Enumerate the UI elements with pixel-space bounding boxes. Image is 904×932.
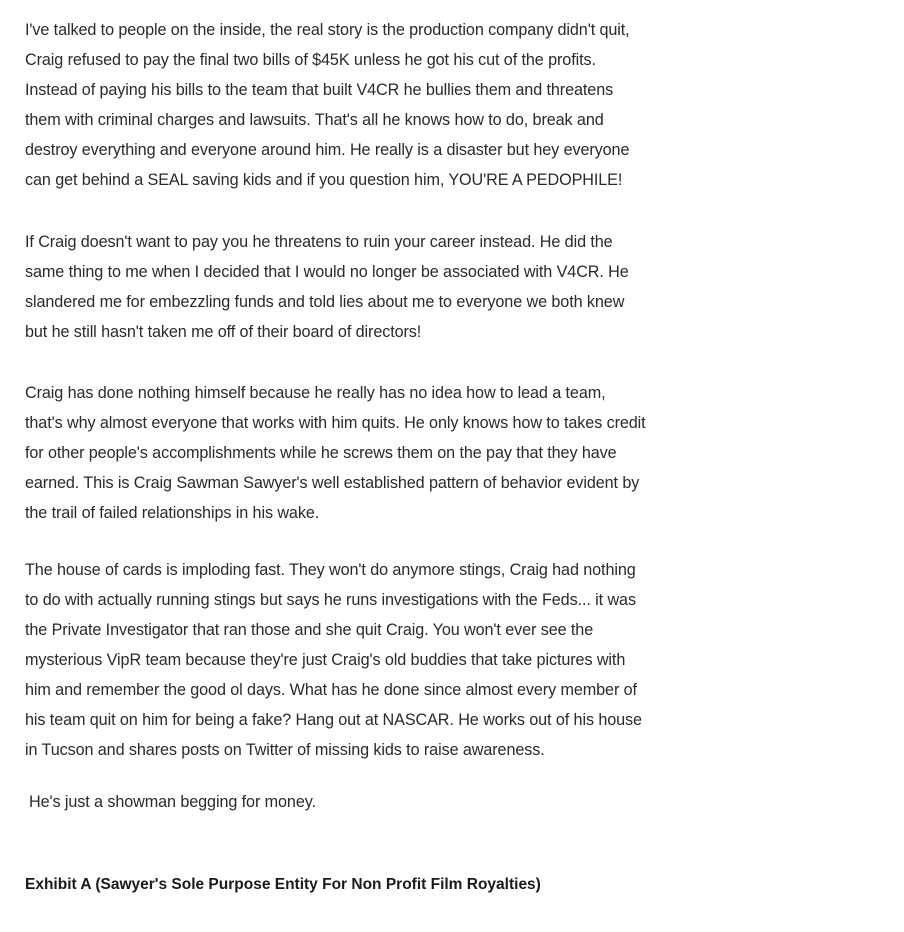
paragraph-line: Instead of paying his bills to the team that built V4CR he bullies them and threatens (25, 81, 614, 99)
paragraph-2 (25, 227, 629, 347)
paragraph-line: them with criminal charges and lawsuits. That's all he knows how to do, break and (25, 111, 604, 129)
paragraph-line: earned. This is Craig Sawman Sawyer's well established pattern of behavior evident by (25, 474, 640, 492)
paragraph-line: He's just a showman begging for money. (29, 793, 316, 811)
paragraph-line: slandered me for embezzling funds and told lies about me to everyone we both knew (25, 293, 625, 311)
paragraph-5 (29, 787, 316, 817)
paragraph-line: same thing to me when I decided that I would no longer be associated with V4CR. He (25, 263, 629, 281)
paragraph-line: that's why almost everyone that works with him quits. He only knows how to takes credit (25, 414, 646, 432)
paragraph-3 (25, 378, 646, 528)
paragraph-line: his team quit on him for being a fake? Hang out at NASCAR. He works out of his house (25, 711, 642, 729)
paragraph-4 (25, 555, 642, 765)
exhibit-heading: Exhibit A (Sawyer's Sole Purpose Entity For Non Profit Film Royalties) (25, 876, 541, 893)
paragraph-line: The house of cards is imploding fast. They won't do anymore stings, Craig had nothing (25, 561, 636, 579)
paragraph-line: destroy everything and everyone around him. He really is a disaster but hey everyone (25, 141, 630, 159)
paragraph-1 (25, 15, 630, 195)
paragraph-line: the Private Investigator that ran those and she quit Craig. You won't ever see the (25, 621, 594, 639)
paragraph-line: Craig refused to pay the final two bills of $45K unless he got his cut of the profits. (25, 51, 596, 69)
paragraph-line: I've talked to people on the inside, the real story is the production company didn't quit, (25, 21, 630, 39)
paragraph-line: If Craig doesn't want to pay you he threatens to ruin your career instead. He did the (25, 233, 613, 251)
paragraph-line: Craig has done nothing himself because he really has no idea how to lead a team, (25, 384, 606, 402)
paragraph-line: him and remember the good ol days. What has he done since almost every member of (25, 681, 637, 699)
paragraph-line: to do with actually running stings but says he runs investigations with the Feds... it was (25, 591, 636, 609)
paragraph-line: in Tucson and shares posts on Twitter of missing kids to raise awareness. (25, 741, 545, 759)
paragraph-line: for other people's accomplishments while he screws them on the pay that they have (25, 444, 617, 462)
paragraph-line: the trail of failed relationships in his wake. (25, 504, 320, 522)
paragraph-line: but he still hasn't taken me off of their board of directors! (25, 323, 422, 341)
paragraph-line: mysterious VipR team because they're just Craig's old buddies that take pictures with (25, 651, 626, 669)
paragraph-line: can get behind a SEAL saving kids and if you question him, YOU'RE A PEDOPHILE! (25, 171, 623, 189)
